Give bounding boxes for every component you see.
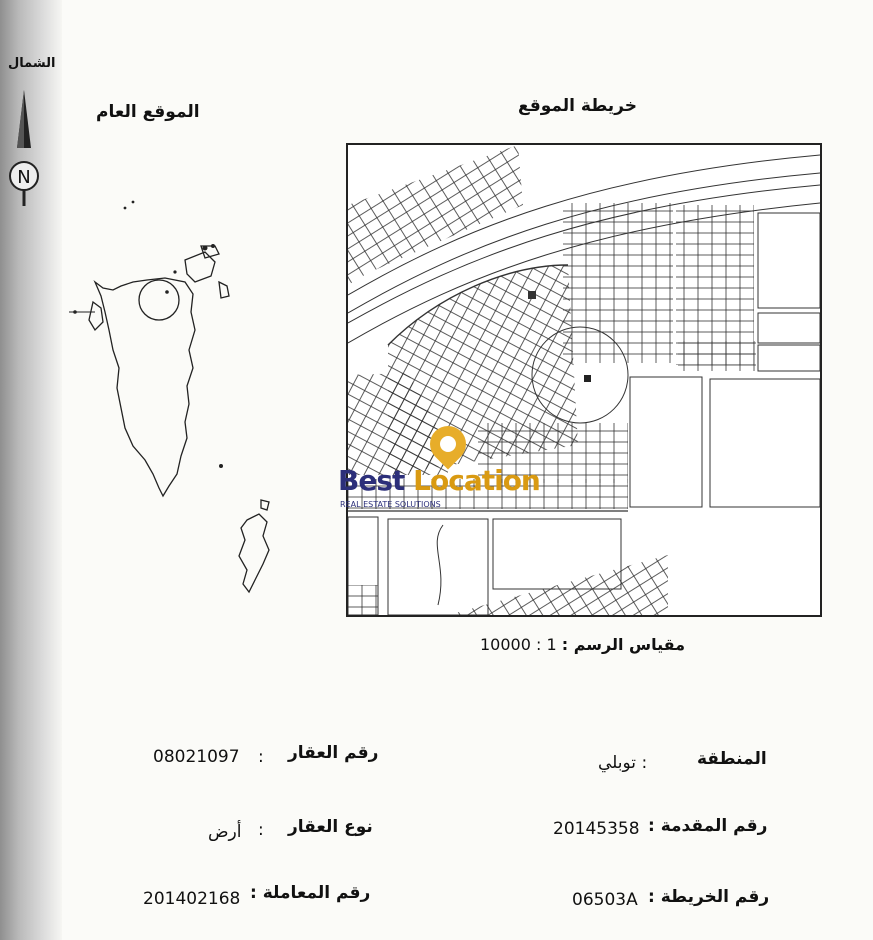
north-label: الشمال — [8, 56, 56, 71]
property-no-colon: : — [258, 747, 264, 767]
request-no-value: 20145358 — [553, 819, 640, 839]
property-type-label: نوع العقار — [288, 817, 373, 837]
north-letter: N — [17, 167, 31, 188]
site-map — [346, 143, 822, 617]
watermark-brand-location: Location — [413, 464, 540, 497]
watermark-brand-best: Best — [338, 464, 405, 497]
location-pin-icon — [423, 419, 474, 470]
map-no-value: 06503A — [572, 890, 638, 910]
property-no-value: 08021097 — [153, 747, 240, 767]
scale-row — [480, 635, 685, 654]
general-location-title: الموقع العام — [96, 102, 200, 122]
bahrain-outline-map — [55, 190, 295, 600]
transaction-no-value: 201402168 — [143, 889, 241, 909]
scale-label: مقياس الرسم : — [561, 635, 686, 654]
area-label: المنطقة — [697, 749, 767, 769]
property-type-colon: : — [258, 820, 264, 840]
map-no-label: رقم الخريطة : — [648, 887, 770, 907]
request-no-label: رقم المقدمة : — [648, 816, 768, 836]
watermark-tagline: REAL ESTATE SOLUTIONS — [340, 500, 441, 509]
property-no-label: رقم العقار — [288, 743, 379, 763]
transaction-no-label: رقم المعاملة : — [250, 883, 371, 903]
area-value: : توبلي — [598, 753, 648, 773]
north-arrow-icon — [8, 88, 40, 208]
best-location-watermark — [338, 426, 538, 516]
property-type-value: أرض — [208, 822, 242, 842]
scale-value: 10000 : 1 — [480, 635, 557, 654]
site-map-title: خريطة الموقع — [518, 96, 638, 116]
